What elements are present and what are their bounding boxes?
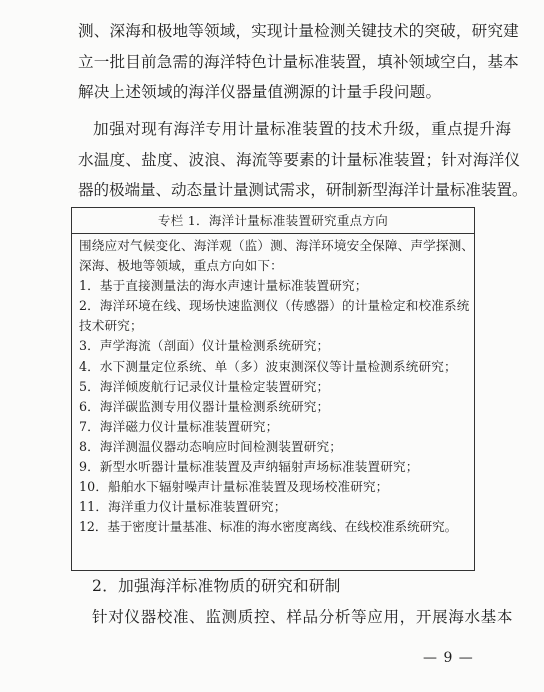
paragraph-1-line: 解决上述领域的海洋仪器量值溯源的计量手段问题。 [78, 83, 442, 101]
paragraph-1-line: 测、深海和极地等领域，实现计量检测关键技术的突破，研究建 [78, 22, 519, 40]
box-list-item: 技术研究； [79, 318, 143, 334]
box-list-item: 3．声学海流（剖面）仪计量检测系统研究； [79, 338, 330, 354]
box-intro-line: 深海、极地等领域，重点方向如下： [79, 258, 283, 274]
paragraph-2 [78, 114, 528, 206]
paragraph-2-line: 加强对现有海洋专用计量标准装置的技术升级，重点提升海 [93, 120, 512, 138]
box-body [72, 234, 474, 537]
box-list-item: 9．新型水听器计量标准装置及声纳辐射声场标准装置研究； [79, 459, 419, 475]
box-intro-line: 围绕应对气候变化、海洋观（监）测、海洋环境安全保障、声学探测、 [79, 238, 475, 253]
page-number: — 9 — [423, 650, 474, 666]
box-list-item: 1．基于直接测量法的海水声速计量标准装置研究； [79, 278, 368, 294]
box-list-item: 2．海洋环境在线、现场快速监测仪（传感器）的计量检定和校准系统 [79, 298, 470, 314]
box-list-item: 11．海洋重力仪计量标准装置研究； [79, 499, 287, 515]
paragraph-3: 针对仪器校准、监测质控、样品分析等应用，开展海水基本 [92, 608, 514, 626]
paragraph-2-line: 器的极端量、动态量计量测试需求，研制新型海洋计量标准装置。 [78, 181, 528, 199]
box-list-item: 12．基于密度计量基准、标准的海水密度离线、在线校准系统研究。 [79, 519, 458, 535]
box-list-item: 8．海洋测温仪器动态响应时间检测装置研究； [79, 438, 343, 454]
paragraph-2-line: 水温度、盐度、波浪、海流等要素的计量标准装置；针对海洋仪 [78, 150, 521, 169]
paragraph-1-line: 立一批目前急需的海洋特色计量标准装置，填补领域空白，基本 [78, 52, 519, 71]
box-list-item: 6．海洋碳监测专用仪器计量检测系统研究； [79, 398, 330, 414]
box-list-item: 10．船舶水下辐射噪声计量标准装置及现场校准研究； [79, 479, 389, 495]
box-list-item: 7．海洋磁力仪计量标准装置研究； [79, 418, 279, 434]
box-list-item: 4．水下测量定位系统、单（多）波束测深仪等计量检测系统研究； [79, 358, 457, 374]
section-heading: 2．加强海洋标准物质的研究和研制 [92, 577, 341, 595]
box-title: 专栏 1．海洋计量标准装置研究重点方向 [72, 208, 474, 234]
box-list-item: 5．海洋倾废航行记录仪计量检定装置研究； [79, 378, 330, 394]
feature-box [71, 207, 475, 571]
paragraph-1 [78, 16, 519, 108]
